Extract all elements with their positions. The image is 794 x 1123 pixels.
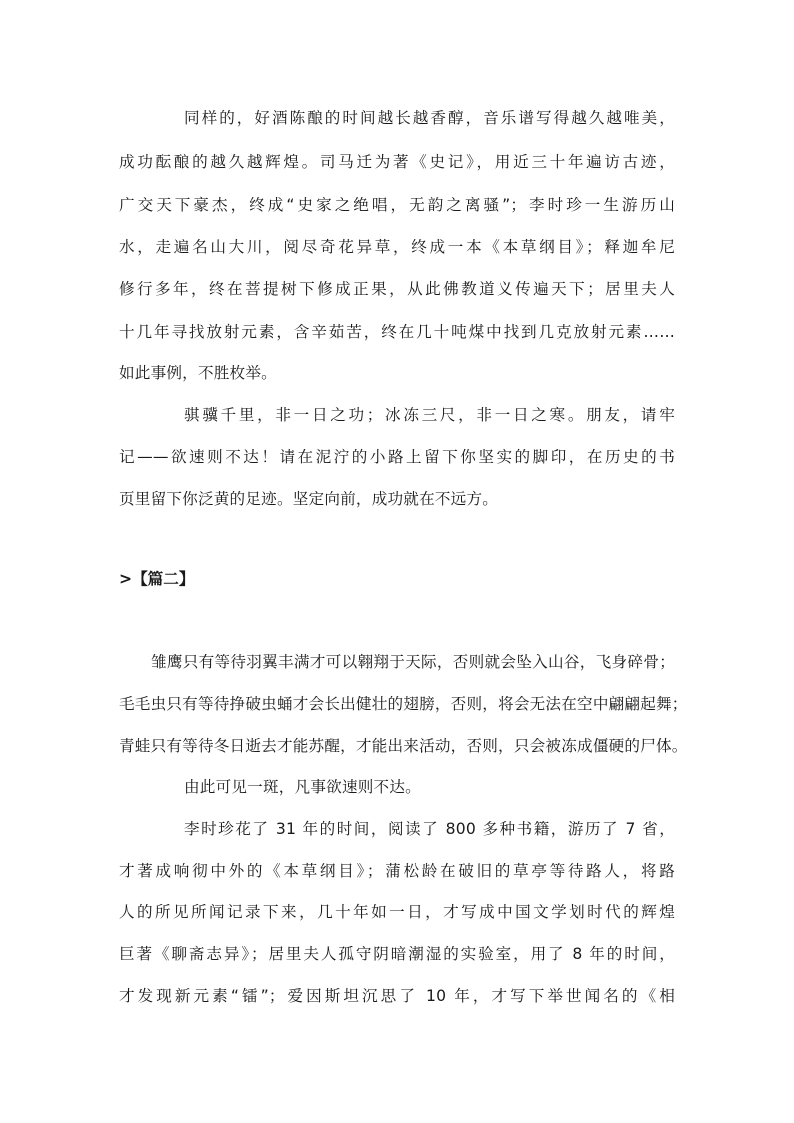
paragraph-line: 记——欲速则不达！请在泥泞的小路上留下你坚实的脚印，在历史的书 <box>119 448 675 466</box>
paragraph-line: 巨著《聊斋志异》；居里夫人孤守阴暗潮湿的实验室，用了 8 年的时间， <box>119 945 675 963</box>
paragraph-line: 雏鹰只有等待羽翼丰满才可以翱翔于天际，否则就会坠入山谷，飞身碎骨； <box>151 653 675 671</box>
paragraph-line: 如此事例，不胜枚举。 <box>119 364 277 382</box>
paragraph-line: 青蛙只有等待冬日逝去才能苏醒，才能出来活动，否则，只会被冻成僵硬的尸体。 <box>119 737 688 755</box>
paragraph-line: 广交天下豪杰，终成“史家之绝唱，无韵之离骚”；李时珍一生游历山 <box>119 196 675 214</box>
paragraph-line: 人的所见所闻记录下来，几十年如一日，才写成中国文学划时代的辉煌 <box>119 903 675 921</box>
paragraph-line: 毛毛虫只有等待挣破虫蛹才会长出健壮的翅膀，否则，将会无法在空中翩翩起舞； <box>119 695 688 713</box>
paragraph-line: 成功酝酿的越久越辉煌。司马迁为著《史记》，用近三十年遍访古迹， <box>119 153 675 171</box>
paragraph-line: 才著成响彻中外的《本草纲目》；蒲松龄在破旧的草亭等待路人，将路 <box>119 862 675 880</box>
paragraph-line: 水，走遍名山大川，阅尽奇花异草，终成一本《本草纲目》；释迦牟尼 <box>119 238 675 256</box>
paragraph-line: 由此可见一斑，凡事欲速则不达。 <box>184 778 421 796</box>
section-heading: >【篇二】 <box>119 570 195 588</box>
paragraph-line: 骐骥千里，非一日之功；冰冻三尺，非一日之寒。朋友，请牢 <box>184 406 675 424</box>
paragraph-line: 修行多年，终在菩提树下修成正果，从此佛教道义传遍天下；居里夫人 <box>119 280 675 298</box>
paragraph-line: 同样的，好酒陈酿的时间越长越香醇，音乐谱写得越久越唯美， <box>184 109 675 127</box>
paragraph-line: 才发现新元素“镭”；爱因斯坦沉思了 10 年，才写下举世闻名的《相 <box>119 987 675 1005</box>
paragraph-line: 李时珍花了 31 年的时间，阅读了 800 多种书籍，游历了 7 省， <box>184 820 675 838</box>
paragraph-line: 页里留下你泛黄的足迹。坚定向前，成功就在不远方。 <box>119 490 499 508</box>
paragraph-line: 十几年寻找放射元素，含辛茹苦，终在几十吨煤中找到几克放射元素…… <box>119 323 675 341</box>
